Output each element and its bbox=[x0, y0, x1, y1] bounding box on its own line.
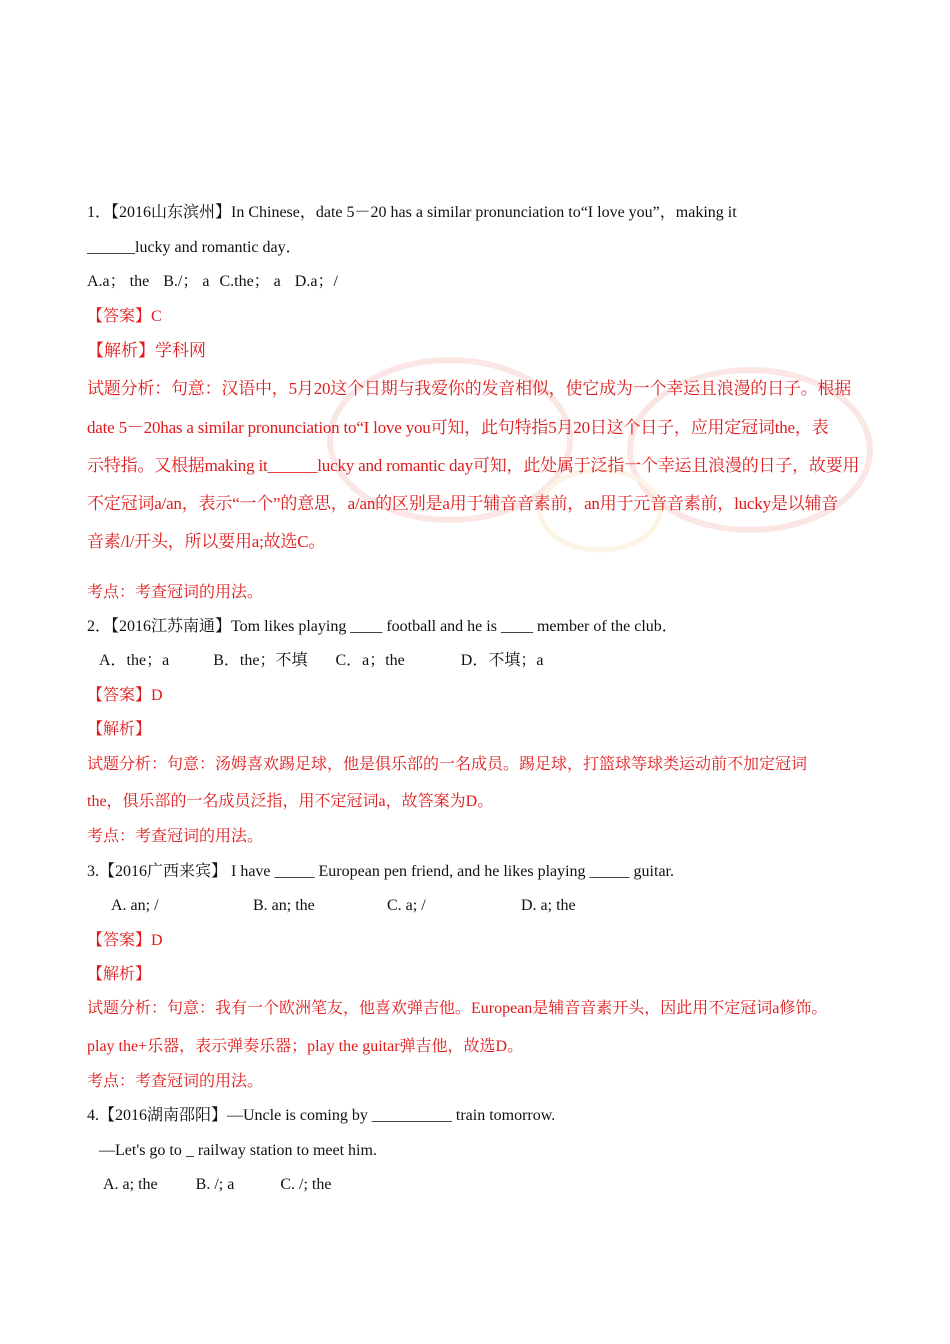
question-2-options bbox=[87, 651, 543, 671]
question-3-options bbox=[87, 896, 576, 916]
point-1: 考点：考查冠词的用法。 bbox=[87, 584, 264, 601]
analysis-2-line-2: the，俱乐部的一名成员泛指，用不定冠词a，故答案为D。 bbox=[87, 793, 494, 810]
analysis-1-line-5: 音素/l/开头，所以要用a;故选C。 bbox=[87, 532, 326, 551]
option-d: D. a; the bbox=[521, 897, 576, 914]
option-a: A. a; the bbox=[103, 1176, 158, 1193]
point-2: 考点：考查冠词的用法。 bbox=[87, 828, 264, 845]
question-1-stem: 1．【2016山东滨州】In Chinese，date 5－20 has a similar pronunciation to“I love you”，making it bbox=[87, 204, 737, 221]
analysis-2-line-1: 试题分析：句意：汤姆喜欢踢足球，他是俱乐部的一名成员。踢足球，打篮球等球类运动前不加定冠词 bbox=[87, 756, 808, 773]
option-d: D．不填；a bbox=[460, 652, 544, 669]
question-4-stem-cont: —Let's go to _ railway station to meet him. bbox=[99, 1142, 377, 1159]
option-b: B./； a bbox=[163, 273, 210, 290]
analysis-1-line-1: 试题分析：句意：汉语中，5月20这个日期与我爱你的发音相似，使它成为一个幸运且浪漫的日子。根据 bbox=[87, 379, 852, 398]
document-page bbox=[87, 0, 887, 1344]
question-4-stem: 4.【2016湖南邵阳】—Uncle is coming by __________ train tomorrow. bbox=[87, 1107, 556, 1124]
option-c: C. /; the bbox=[280, 1176, 332, 1193]
question-1-stem-cont: ______lucky and romantic day． bbox=[87, 239, 302, 256]
analysis-1-line-4: 不定冠词a/an，表示“一个”的意思，a/an的区别是a用于辅音音素前，an用于元音音素前，lucky是以辅音 bbox=[87, 494, 839, 513]
option-c: C．a；the bbox=[335, 652, 405, 669]
option-d: D.a；/ bbox=[294, 273, 338, 290]
answer-2: 【答案】D bbox=[87, 687, 163, 704]
question-2-stem: 2．【2016江苏南通】Tom likes playing ____ football and he is ____ member of the club． bbox=[87, 618, 678, 635]
question-3-stem: 3.【2016广西来宾】 I have _____ European pen friend, and he likes playing _____ guitar. bbox=[87, 863, 674, 880]
question-1-options bbox=[87, 272, 338, 292]
analysis-1-line-2: date 5－20has a similar pronunciation to“I love you可知，此句特指5月20日这个日子，应用定冠词the，表 bbox=[87, 418, 829, 437]
analysis-3-line-2: play the+乐器，表示弹奏乐器；play the guitar弹吉他，故选D。 bbox=[87, 1038, 524, 1055]
option-a: A．the；a bbox=[99, 652, 170, 669]
question-4-options bbox=[87, 1175, 331, 1195]
analysis-header-2: 【解析】 bbox=[87, 721, 152, 738]
option-a: A.a； the bbox=[87, 273, 150, 290]
option-b: B．the；不填 bbox=[213, 652, 308, 669]
option-a: A. an; / bbox=[111, 897, 159, 914]
option-c: C.the； a bbox=[219, 273, 281, 290]
analysis-header-1: 【解析】学科网 bbox=[87, 341, 206, 360]
option-b: B. /; a bbox=[195, 1176, 235, 1193]
analysis-1-line-3: 示特指。又根据making it______lucky and romantic day可知，此处属于泛指一个幸运且浪漫的日子，故要用 bbox=[87, 456, 860, 475]
analysis-3-line-1: 试题分析：句意：我有一个欧洲笔友，他喜欢弹吉他。European是辅音音素开头，因此用不定冠词a修饰。 bbox=[87, 1000, 828, 1017]
answer-1: 【答案】C bbox=[87, 308, 162, 325]
answer-3: 【答案】D bbox=[87, 932, 163, 949]
point-3: 考点：考查冠词的用法。 bbox=[87, 1073, 264, 1090]
analysis-header-3: 【解析】 bbox=[87, 966, 152, 983]
option-b: B. an; the bbox=[253, 897, 315, 914]
option-c: C. a; / bbox=[387, 897, 426, 914]
